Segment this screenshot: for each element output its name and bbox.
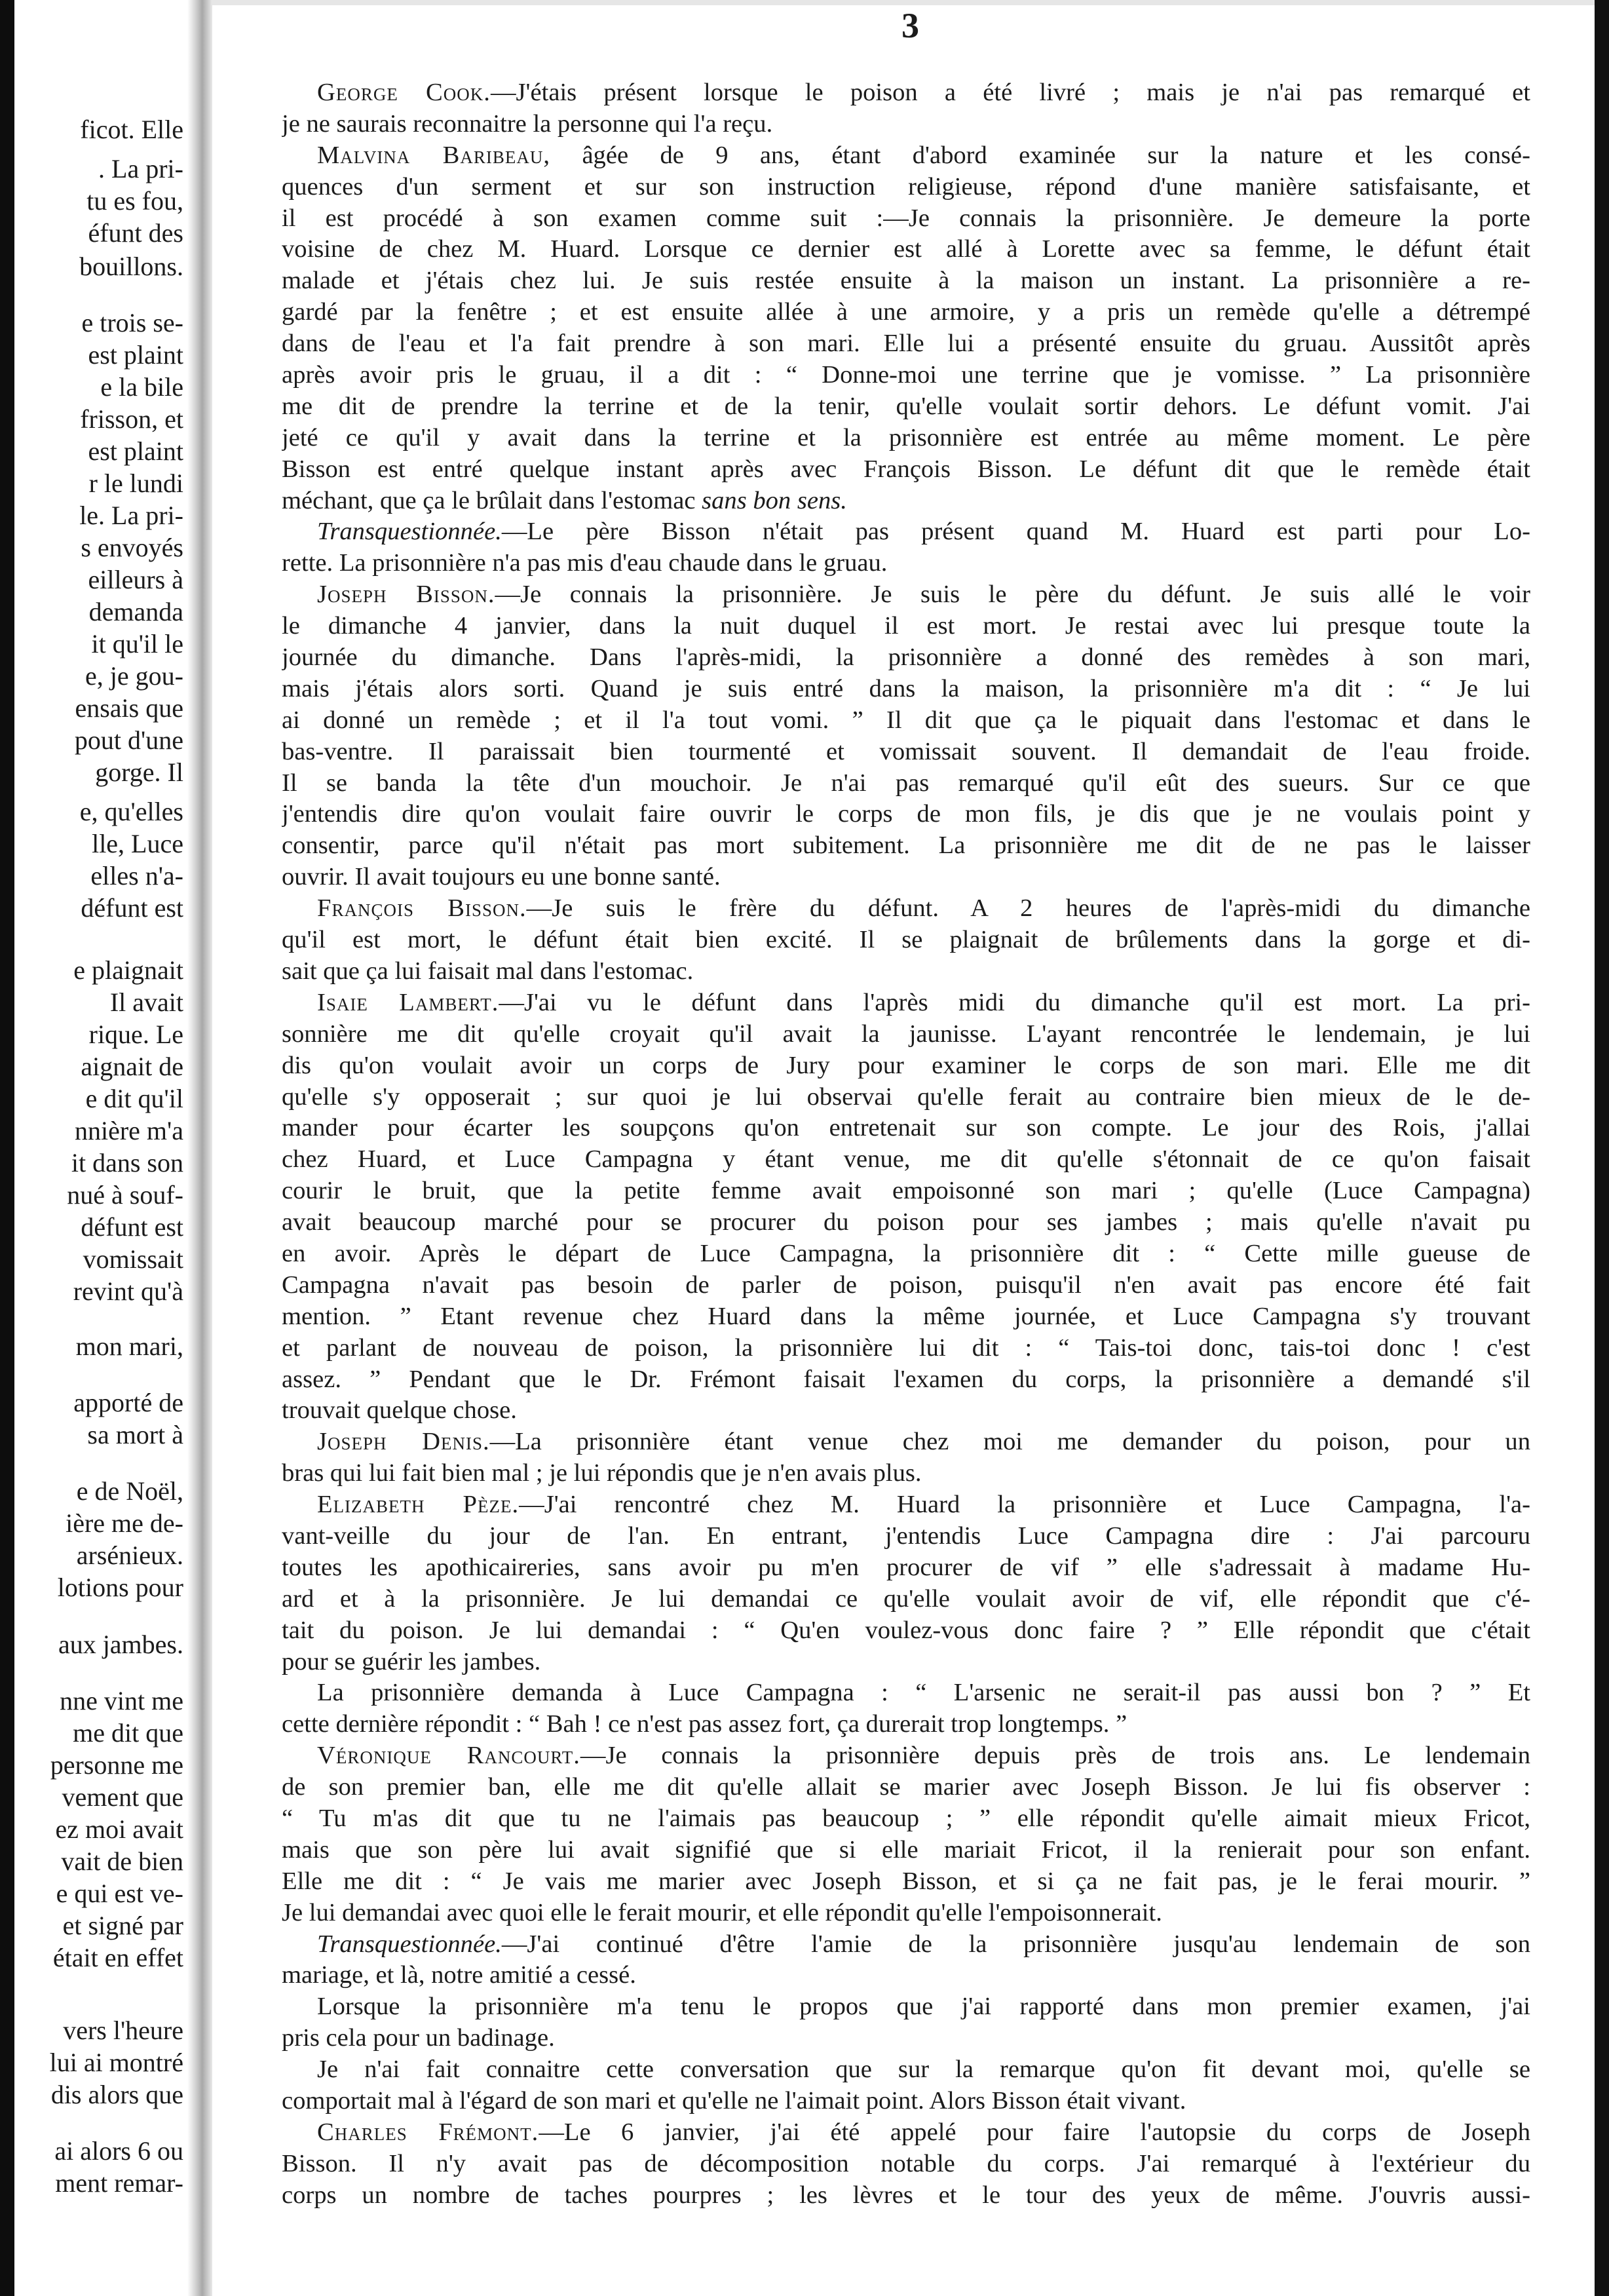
text-run: Campagna n'avait pas besoin de parler de poison, puisqu'il n'en avait pas encore été fait (282, 1271, 1530, 1299)
text-run: chez Huard, et Luce Campagna y étant venue, me dit qu'elle s'étonnait de ce qu'on faisait (282, 1145, 1530, 1174)
fragment-line: elles n'a- (90, 861, 183, 890)
text-line (282, 1677, 1530, 1709)
text-run: —Le 6 janvier, j'ai été appelé pour faire l'autopsie du corps de Joseph (539, 2118, 1530, 2146)
text-line (282, 705, 1530, 737)
text-line (282, 1835, 1530, 1866)
fragment-line: it qu'il le (91, 629, 183, 659)
text-line (282, 611, 1530, 642)
text-run: rette. La prisonnière n'a pas mis d'eau chaude dans le gruau. (282, 549, 888, 577)
text-run: comportait mal à l'égard de son mari et qu'elle ne l'aimait point. Alors Bisson était vivant. (282, 2087, 1186, 2114)
text-line (282, 1176, 1530, 1207)
fragment-line: ment remar- (55, 2168, 183, 2198)
text-line (282, 1521, 1530, 1552)
text-line (282, 1395, 1530, 1426)
text-line (282, 77, 1530, 109)
text-run: —Je connais la prisonnière. Je suis le père du défunt. Je suis allé le voir (495, 581, 1530, 609)
fragment-line: . La pri- (98, 154, 183, 183)
fragment-line: it dans son (71, 1148, 183, 1177)
text-run: Elle me dit : “ Je vais me marier avec Joseph Bisson, et si ça ne fait pas, je le ferai mourir. ” (282, 1867, 1530, 1895)
fragment-line: vers l'heure (63, 2016, 183, 2045)
text-line (282, 172, 1530, 203)
text-run: corps un nombre de taches pourpres ; les lèvres et le tour des yeux de même. J'ouvris aussi- (282, 2181, 1530, 2209)
fragment-line: éfunt des (88, 218, 183, 248)
text-run: “ Tu m'as dit que tu ne l'aimais pas beaucoup ; ” elle répondit qu'elle aimait mieux Fricot, (282, 1804, 1530, 1832)
fragment-line: pout d'une (74, 725, 183, 755)
fragment-line: ière me de- (66, 1508, 183, 1538)
fragment-line: lui ai montré (49, 2048, 183, 2077)
text-run: malade et j'étais chez lui. Je suis restée ensuite à la maison un instant. La prisonnière a re- (282, 267, 1530, 295)
text-run: pris cela pour un badinage. (282, 2024, 555, 2052)
witness-name: Elizabeth Pèze. (317, 1491, 520, 1519)
witness-name: François Bisson. (317, 894, 527, 923)
italic-text: Transquestionnée. (317, 1930, 502, 1958)
text-line (282, 1301, 1530, 1333)
fragment-line: apporté de (73, 1388, 183, 1417)
text-run: Je n'ai fait connaitre cette conversation que sur la remarque qu'on fit devant moi, qu'elle se (317, 2056, 1530, 2084)
fragment-line: rique. Le (88, 1020, 183, 1049)
text-line (282, 516, 1530, 548)
fragment-line: dis alors que (50, 2080, 183, 2109)
text-line (282, 2086, 1530, 2117)
text-line (282, 1426, 1530, 1458)
text-line (282, 1050, 1530, 1082)
text-line (282, 642, 1530, 674)
text-run: quences d'un serment et sur son instruction religieuse, répond d'une manière satisfaisante, et (282, 172, 1530, 201)
fragment-line: e, je gou- (85, 661, 183, 691)
fragment-line: arsénieux. (76, 1540, 183, 1570)
fragment-line: e, qu'elles (79, 797, 183, 826)
text-run: —J'étais présent lorsque le poison a été livré ; mais je n'ai pas remarqué et (490, 79, 1530, 106)
fragment-line: mon mari, (75, 1331, 183, 1361)
fragment-line: e trois se- (81, 308, 183, 337)
text-line (282, 1898, 1530, 1929)
text-run: âgée de 9 ans, étant d'abord examinée sur la nature et les consé- (550, 141, 1530, 169)
text-line (282, 2023, 1530, 2054)
page-number: 3 (901, 6, 919, 45)
text-line (282, 1929, 1530, 1961)
text-line (282, 893, 1530, 925)
fragment-line: eilleurs à (88, 565, 183, 594)
text-line (282, 1364, 1530, 1396)
fragment-line: r le lundi (88, 469, 183, 498)
text-line (282, 265, 1530, 297)
text-line (282, 203, 1530, 235)
fragment-line: bouillons. (79, 252, 183, 281)
text-run: Lorsque la prisonnière m'a tenu le propos que j'ai rapporté dans mon premier examen, j'ai (317, 1993, 1530, 2021)
text-line (282, 109, 1530, 140)
text-line (282, 1207, 1530, 1238)
text-line (282, 579, 1530, 611)
fragment-line: le. La pri- (79, 501, 183, 530)
text-line (282, 140, 1530, 172)
text-run: voisine de chez M. Huard. Lorsque ce dernier est allé à Lorette avec sa femme, le défunt était (282, 235, 1530, 263)
text-run: mention. ” Etant revenue chez Huard dans la même journée, et Luce Campagna s'y trouvant (282, 1302, 1530, 1330)
fragment-line: sa mort à (87, 1420, 183, 1449)
text-run: mander pour écarter les soupçons qu'on entretenait sur son compte. Le jour des Rois, j'allai (282, 1114, 1530, 1142)
fragment-line: e la bile (100, 372, 183, 402)
text-run: de son premier ban, elle me dit qu'elle allait se marier avec Joseph Bisson. Je lui fis observer : (282, 1773, 1530, 1801)
text-run: pour se guérir les jambes. (282, 1647, 541, 1675)
text-line (282, 423, 1530, 454)
text-run: et parlant de nouveau de poison, la prisonnière lui dit : “ Tais-toi donc, tais-toi donc ! c'est (282, 1333, 1530, 1362)
fragment-line: Il avait (109, 987, 183, 1017)
fragment-line: nnière m'a (74, 1116, 183, 1145)
fragment-line: s envoyés (81, 533, 183, 562)
text-line (282, 1144, 1530, 1176)
text-line (282, 1082, 1530, 1113)
fragment-line: tu es fou, (86, 186, 183, 216)
text-line (282, 2180, 1530, 2211)
witness-name: Véronique Rancourt. (317, 1742, 580, 1770)
text-run: vant-veille du jour de l'an. En entrant, j'entendis Luce Campagna dire : J'ai parcouru (282, 1521, 1530, 1550)
text-run: jeté ce qu'il y avait dans la terrine et la prisonnière est entrée au même moment. Le père (282, 423, 1530, 451)
text-line (282, 454, 1530, 486)
fragment-line: demanda (88, 597, 183, 626)
text-run: ouvrir. Il avait toujours eu une bonne santé. (282, 863, 721, 891)
text-line (282, 328, 1530, 360)
text-run: assez. ” Pendant que le Dr. Frémont faisait l'examen du corps, la prisonnière a demandé s'il (282, 1365, 1530, 1393)
text-run: il est procédé à son examen comme suit :—Je connais la prisonnière. Je demeure la porte (282, 204, 1530, 232)
text-run: Je lui demandai avec quoi elle le ferait mourir, et elle répondit qu'elle l'empoisonnerait. (282, 1898, 1162, 1926)
text-line (282, 1991, 1530, 2023)
text-line (282, 2054, 1530, 2086)
witness-name: Malvina Baribeau, (317, 141, 551, 169)
text-line (282, 1113, 1530, 1144)
witness-name: Joseph Bisson. (317, 581, 495, 609)
witness-name: Joseph Denis. (317, 1428, 490, 1456)
text-line (282, 1960, 1530, 1991)
text-line (282, 360, 1530, 391)
text-line (282, 674, 1530, 705)
text-run: dis qu'on voulait avoir un corps de Jury pour examiner le corps de son mari. Elle me dit (282, 1051, 1530, 1079)
text-line (282, 1270, 1530, 1301)
text-line (282, 234, 1530, 265)
text-run: en avoir. Après le départ de Luce Campagna, la prisonnière dit : “ Cette mille gueuse de (282, 1239, 1530, 1267)
text-run: journée du dimanche. Dans l'après-midi, la prisonnière a donné des remèdes à son mari, (282, 643, 1530, 672)
text-run: La prisonnière demanda à Luce Campagna : “ L'arsenic ne serait-il pas aussi bon ? ” Et (317, 1679, 1530, 1707)
text-line (282, 1866, 1530, 1898)
text-run: sonnière me dit qu'elle croyait qu'il avait la jaunisse. L'ayant rencontrée le lendemain, je lui (282, 1020, 1530, 1048)
fragment-line: nué à souf- (67, 1180, 183, 1210)
text-run: —J'ai continué d'être l'amie de la prisonnière jusqu'au lendemain de son (501, 1930, 1530, 1958)
page-edge-top (212, 0, 1595, 5)
italic-text: sans bon sens. (702, 486, 847, 514)
text-run: courir le bruit, que la petite femme avait empoisonné son mari ; qu'elle (Luce Campagna) (282, 1177, 1530, 1205)
fragment-line: e dit qu'il (85, 1084, 183, 1113)
fragment-line: était en effet (52, 1943, 183, 1972)
text-line (282, 737, 1530, 768)
text-run: dans de l'eau et l'a fait prendre à son mari. Elle lui a présenté ensuite du gruau. Aussitôt après (282, 330, 1530, 358)
fragment-line: défunt est (81, 893, 183, 923)
fragment-line: me dit que (73, 1718, 183, 1748)
fragment-line: personne me (50, 1750, 183, 1780)
text-line (282, 956, 1530, 987)
witness-name: George Cook. (317, 79, 491, 106)
text-run: après avoir pris le gruau, il a dit : “ Donne-moi une terrine que je vomisse. ” La prisonnière (282, 361, 1530, 389)
fragment-line: vait de bien (61, 1846, 183, 1876)
witness-name: Isaie Lambert. (317, 988, 499, 1016)
fragment-line: lotions pour (57, 1573, 183, 1602)
text-line (282, 799, 1530, 830)
fragment-line: et signé par (62, 1911, 183, 1940)
fragment-line: e de Noël, (76, 1476, 183, 1506)
fragment-line: ai alors 6 ou (54, 2136, 183, 2166)
text-line (282, 2117, 1530, 2149)
text-run: —J'ai rencontré chez M. Huard la prisonnière et Luce Campagna, l'a- (519, 1491, 1530, 1519)
text-run: consentir, parce qu'il n'était pas mort subitement. La prisonnière me dit de ne pas le laisser (282, 832, 1530, 860)
text-run: mariage, et là, notre amitié a cessé. (282, 1961, 636, 1989)
text-run: mais j'étais alors sorti. Quand je suis entré dans la maison, la prisonnière m'a dit : “ Je lui (282, 674, 1530, 702)
fragment-line: est plaint (88, 436, 183, 466)
text-run: trouvait quelque chose. (282, 1396, 517, 1425)
text-run: bras qui lui fait bien mal ; je lui répondis que je n'en avais plus. (282, 1459, 922, 1487)
text-line (282, 1458, 1530, 1489)
text-run: Il se banda la tête d'un mouchoir. Je n'ai pas remarqué qu'il eût des sueurs. Sur ce que (282, 769, 1530, 797)
text-line (282, 1615, 1530, 1647)
text-run: —Je connais la prisonnière depuis près de trois ans. Le lendemain (580, 1742, 1530, 1770)
text-run: qu'elle s'y opposerait ; sur quoi je lui observai qu'elle ferait au contraire bien mieux de le de- (282, 1082, 1530, 1111)
fragment-line: vement que (62, 1782, 183, 1812)
fragment-line: frisson, et (80, 404, 183, 434)
text-line (282, 486, 1530, 517)
text-run: tait du poison. Je lui demandai : “ Qu'en voulez-vous donc faire ? ” Elle répondit que c'était (282, 1616, 1530, 1644)
text-line (282, 1489, 1530, 1521)
text-line (282, 1709, 1530, 1740)
text-line (282, 391, 1530, 423)
text-run: Bisson. Il n'y avait pas de décomposition notable du corps. J'ai remarqué à l'extérieur du (282, 2149, 1530, 2177)
text-line (282, 830, 1530, 862)
fragment-line: ez moi avait (55, 1814, 183, 1844)
page-fold-shadow (187, 0, 212, 2296)
text-line (282, 548, 1530, 579)
text-run: ai donné un remède ; et il l'a tout vomi. ” Il dit que ça le piquait dans l'estomac et dans le (282, 706, 1530, 734)
text-line (282, 1584, 1530, 1615)
text-run: sait que ça lui faisait mal dans l'estomac. (282, 957, 694, 985)
text-run: j'entendis dire qu'on voulait faire ouvrir le corps de mon fils, je dis que je ne voulais point y (282, 800, 1530, 828)
text-run: le dimanche 4 janvier, dans la nuit duquel il est mort. Je restai avec lui presque toute la (282, 612, 1530, 640)
fragment-line: ensais que (75, 693, 183, 723)
text-run: —Le père Bisson n'était pas présent quand M. Huard est parti pour Lo- (501, 518, 1530, 546)
text-run: me dit de prendre la terrine et de la tenir, qu'elle voulait sortir dehors. Le défunt vomit. J'ai (282, 392, 1530, 420)
text-line (282, 1552, 1530, 1584)
text-run: —La prisonnière étant venue chez moi me demander du poison, pour un (489, 1428, 1530, 1456)
text-run: qu'il est mort, le défunt était bien excité. Il se plaignait de brûlements dans la gorge et di- (282, 926, 1530, 954)
fragment-line: lle, Luce (92, 829, 183, 858)
text-line (282, 1772, 1530, 1803)
fragment-line: est plaint (88, 340, 183, 370)
text-line (282, 1803, 1530, 1835)
text-line (282, 1238, 1530, 1270)
text-line (282, 1740, 1530, 1772)
text-run: méchant, que ça le brûlait dans l'estomac (282, 486, 702, 514)
text-run: —Je suis le frère du défunt. A 2 heures de l'après-midi du dimanche (526, 894, 1530, 923)
italic-text: Transquestionnée. (317, 518, 502, 546)
fragment-line: e plaignait (73, 955, 183, 985)
text-line (282, 987, 1530, 1019)
page-edge-right (1595, 0, 1609, 2296)
fragment-line: nne vint me (60, 1686, 183, 1715)
main-text-column (282, 77, 1530, 2211)
text-run: je ne saurais reconnaitre la personne qui l'a reçu. (282, 109, 773, 138)
text-run: mais que son père lui avait signifié que si elle mariait Fricot, il la renierait pour son enfant. (282, 1835, 1530, 1864)
fragment-line: vomissait (83, 1244, 183, 1274)
text-line (282, 925, 1530, 956)
text-line (282, 1333, 1530, 1364)
fragment-line: gorge. Il (95, 757, 183, 787)
text-line (282, 1647, 1530, 1678)
text-run: avait beaucoup marché pour se procurer du poison pour ses jambes ; mais qu'elle n'avait pu (282, 1208, 1530, 1236)
fragment-line: ficot. Elle (80, 115, 183, 144)
text-run: Bisson est entré quelque instant après avec François Bisson. Le défunt dit que le remède était (282, 455, 1530, 483)
text-line (282, 1019, 1530, 1050)
text-line (282, 768, 1530, 799)
fragment-line: revint qu'à (73, 1276, 183, 1306)
fragment-line: e qui est ve- (56, 1879, 183, 1908)
text-run: gardé par la fenêtre ; et est ensuite allée à une armoire, y a pris un remède qu'elle a détrempé (282, 298, 1530, 326)
text-run: —J'ai vu le défunt dans l'après midi du dimanche qu'il est mort. La pri- (499, 988, 1530, 1016)
fragment-line: aux jambes. (58, 1630, 183, 1659)
witness-name: Charles Frémont. (317, 2118, 539, 2146)
text-line (282, 297, 1530, 328)
text-run: toutes les apothicaireries, sans avoir pu m'en procurer de vif ” elle s'adressait à madame Hu- (282, 1553, 1530, 1581)
fragment-line: défunt est (81, 1212, 183, 1242)
text-line (282, 2149, 1530, 2180)
page-edge-left (0, 0, 14, 2296)
text-run: bas-ventre. Il paraissait bien tourmenté et vomissait souvent. Il demandait de l'eau froide. (282, 737, 1530, 765)
text-line (282, 862, 1530, 893)
text-run: ard et à la prisonnière. Je lui demandai ce qu'elle voulait avoir de vif, elle répondit que c'é- (282, 1584, 1530, 1613)
text-run: cette dernière répondit : “ Bah ! ce n'est pas assez fort, ça durerait trop longtemps. ” (282, 1710, 1127, 1738)
fragment-line: aignait de (81, 1052, 183, 1081)
